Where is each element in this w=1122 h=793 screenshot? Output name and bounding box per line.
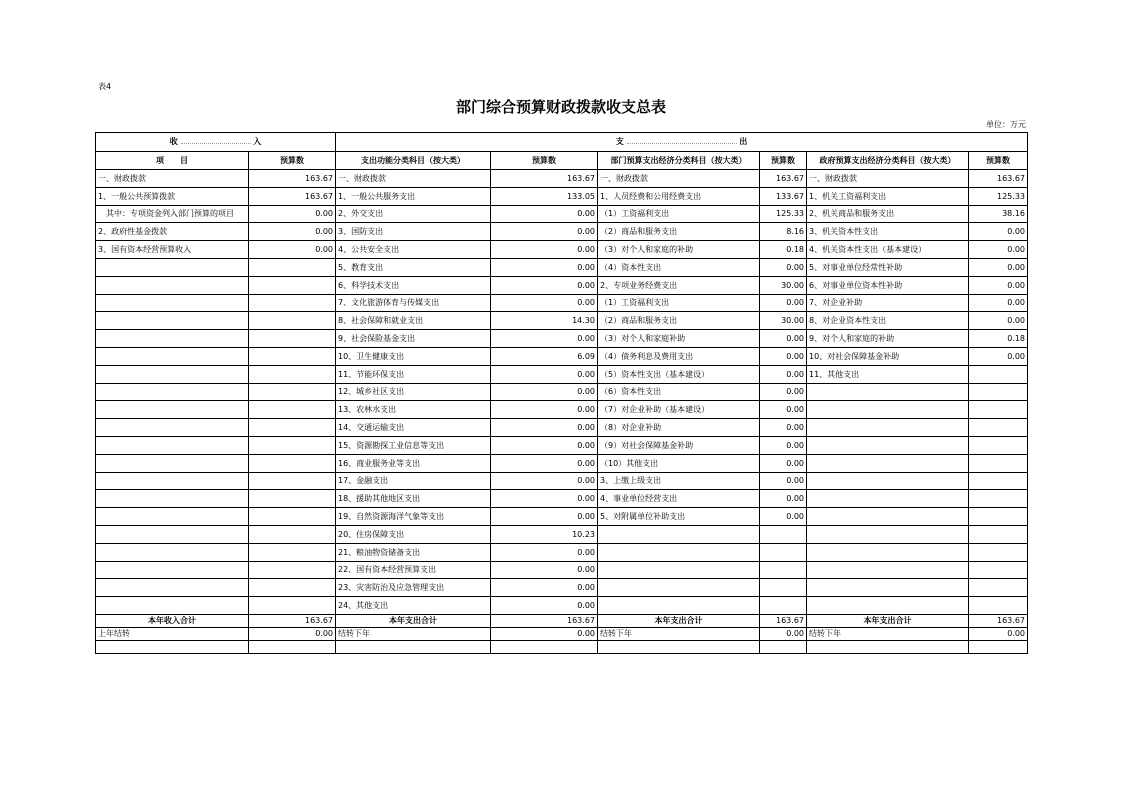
table-number-label: 表4 — [98, 82, 112, 91]
dept-econ-item-cell — [598, 561, 760, 579]
dept-econ-item-cell: 4、事业单位经营支出 — [598, 490, 760, 508]
func-item-cell: 8、社会保障和就业支出 — [336, 312, 491, 330]
prev-carry-label: 上年结转 — [96, 627, 249, 640]
func-item-cell: 5、教育支出 — [336, 258, 491, 276]
dept-econ-item-cell: 1、人员经费和公用经费支出 — [598, 187, 760, 205]
income-budget-cell — [249, 383, 336, 401]
next-carry-value-1: 0.00 — [491, 627, 598, 640]
dept-econ-item-cell: （1）工资福利支出 — [598, 205, 760, 223]
dept-econ-item-cell: （6）资本性支出 — [598, 383, 760, 401]
income-budget-cell — [249, 508, 336, 526]
func-item-cell: 6、科学技术支出 — [336, 276, 491, 294]
gov-econ-budget-cell: 125.33 — [969, 187, 1028, 205]
dept-total-label: 本年支出合计 — [598, 614, 760, 627]
gov-econ-budget-cell — [969, 561, 1028, 579]
table-row — [96, 454, 1028, 472]
func-budget-cell: 0.00 — [491, 276, 598, 294]
col-budget-header-3: 预算数 — [760, 151, 807, 170]
income-budget-cell — [249, 276, 336, 294]
table-row — [96, 294, 1028, 312]
dept-econ-budget-cell: 0.00 — [760, 383, 807, 401]
gov-econ-item-cell: 一、财政拨款 — [807, 170, 969, 188]
income-budget-cell: 163.67 — [249, 170, 336, 188]
income-budget-cell — [249, 561, 336, 579]
gov-total-label: 本年支出合计 — [807, 614, 969, 627]
func-item-cell: 11、节能环保支出 — [336, 365, 491, 383]
gov-econ-budget-cell: 163.67 — [969, 170, 1028, 188]
income-item-cell — [96, 525, 249, 543]
table-row — [96, 187, 1028, 205]
func-budget-cell: 10.23 — [491, 525, 598, 543]
gov-econ-budget-cell: 38.16 — [969, 205, 1028, 223]
table-row — [96, 436, 1028, 454]
func-budget-cell: 0.00 — [491, 543, 598, 561]
table-row — [96, 401, 1028, 419]
next-carry-label-3: 结转下年 — [807, 627, 969, 640]
dept-econ-budget-cell: 133.67 — [760, 187, 807, 205]
gov-econ-item-cell — [807, 525, 969, 543]
dept-econ-budget-cell: 0.00 — [760, 436, 807, 454]
income-item-cell — [96, 347, 249, 365]
income-item-cell — [96, 401, 249, 419]
gov-econ-budget-cell: 0.00 — [969, 294, 1028, 312]
next-carry-value-2: 0.00 — [760, 627, 807, 640]
income-item-cell: 1、一般公共预算拨款 — [96, 187, 249, 205]
blank-cell — [249, 640, 336, 654]
income-budget-cell: 0.00 — [249, 223, 336, 241]
page-title: 部门综合预算财政拨款收支总表 — [455, 98, 666, 116]
income-item-cell — [96, 579, 249, 597]
income-budget-cell — [249, 490, 336, 508]
dept-econ-budget-cell — [760, 543, 807, 561]
income-budget-cell — [249, 294, 336, 312]
dept-econ-budget-cell: 0.00 — [760, 294, 807, 312]
dept-econ-item-cell: （2）商品和服务支出 — [598, 223, 760, 241]
func-item-cell: 19、自然资源海洋气象等支出 — [336, 508, 491, 526]
gov-econ-item-cell — [807, 597, 969, 615]
income-item-cell: 2、政府性基金拨款 — [96, 223, 249, 241]
dept-econ-budget-cell: 0.00 — [760, 419, 807, 437]
table-row — [96, 490, 1028, 508]
gov-econ-budget-cell: 0.18 — [969, 330, 1028, 348]
prev-carry-value: 0.00 — [249, 627, 336, 640]
gov-total-value: 163.67 — [969, 614, 1028, 627]
dept-econ-budget-cell: 8.16 — [760, 223, 807, 241]
gov-econ-budget-cell: 0.00 — [969, 258, 1028, 276]
func-budget-cell: 0.00 — [491, 508, 598, 526]
table-row — [96, 597, 1028, 615]
func-item-cell: 3、国防支出 — [336, 223, 491, 241]
income-item-cell — [96, 597, 249, 615]
income-item-cell — [96, 454, 249, 472]
income-budget-cell — [249, 454, 336, 472]
dept-econ-item-cell — [598, 579, 760, 597]
func-budget-cell: 0.00 — [491, 561, 598, 579]
func-budget-cell: 0.00 — [491, 365, 598, 383]
dept-econ-item-cell — [598, 597, 760, 615]
gov-econ-item-cell: 4、机关资本性支出（基本建设） — [807, 241, 969, 259]
income-budget-cell — [249, 347, 336, 365]
func-budget-cell: 0.00 — [491, 490, 598, 508]
income-title-char2: 入 — [253, 137, 262, 147]
blank-cell — [598, 640, 760, 654]
func-item-cell: 1、一般公共服务支出 — [336, 187, 491, 205]
dept-econ-item-cell: （5）资本性支出（基本建设） — [598, 365, 760, 383]
table-row — [96, 508, 1028, 526]
income-budget-cell: 0.00 — [249, 241, 336, 259]
budget-table — [95, 132, 1028, 654]
income-budget-cell — [249, 330, 336, 348]
table-row — [96, 561, 1028, 579]
income-item-cell — [96, 258, 249, 276]
func-budget-cell: 0.00 — [491, 330, 598, 348]
dept-econ-budget-cell: 0.00 — [760, 401, 807, 419]
column-header-row — [96, 151, 1028, 170]
gov-econ-item-cell — [807, 454, 969, 472]
gov-econ-item-cell: 10、对社会保障基金补助 — [807, 347, 969, 365]
gov-econ-item-cell — [807, 508, 969, 526]
gov-econ-budget-cell — [969, 543, 1028, 561]
dept-econ-item-cell: （3）对个人和家庭补助 — [598, 330, 760, 348]
func-item-cell: 7、文化旅游体育与传媒支出 — [336, 294, 491, 312]
table-row — [96, 579, 1028, 597]
gov-econ-budget-cell — [969, 419, 1028, 437]
dept-econ-item-cell — [598, 525, 760, 543]
gov-econ-budget-cell: 0.00 — [969, 312, 1028, 330]
col-budget-header-2: 预算数 — [491, 151, 598, 170]
income-item-cell — [96, 383, 249, 401]
func-budget-cell: 0.00 — [491, 241, 598, 259]
func-item-cell: 15、资源勘探工业信息等支出 — [336, 436, 491, 454]
func-item-cell: 21、粮油物资储备支出 — [336, 543, 491, 561]
income-item-cell: 其中：专项资金列入部门预算的项目 — [96, 205, 249, 223]
dept-econ-budget-cell: 0.00 — [760, 508, 807, 526]
col-budget-header-1: 预算数 — [249, 151, 336, 170]
gov-econ-budget-cell — [969, 508, 1028, 526]
gov-econ-item-cell: 11、其他支出 — [807, 365, 969, 383]
dept-econ-budget-cell: 0.00 — [760, 365, 807, 383]
dept-econ-budget-cell: 163.67 — [760, 170, 807, 188]
carry-row — [96, 627, 1028, 640]
next-carry-value-3: 0.00 — [969, 627, 1028, 640]
table-row — [96, 347, 1028, 365]
income-total-label: 本年收入合计 — [96, 614, 249, 627]
func-budget-cell: 0.00 — [491, 294, 598, 312]
next-carry-label-1: 结转下年 — [336, 627, 491, 640]
totals-row — [96, 614, 1028, 627]
col-dept-econ-header: 部门预算支出经济分类科目（按大类） — [598, 151, 760, 170]
table-row — [96, 365, 1028, 383]
func-budget-cell: 0.00 — [491, 223, 598, 241]
blank-cell — [760, 640, 807, 654]
func-item-cell: 14、交通运输支出 — [336, 419, 491, 437]
gov-econ-budget-cell: 0.00 — [969, 241, 1028, 259]
table-row — [96, 205, 1028, 223]
income-section-header — [96, 133, 336, 152]
gov-econ-budget-cell — [969, 454, 1028, 472]
func-budget-cell: 0.00 — [491, 401, 598, 419]
income-budget-cell — [249, 419, 336, 437]
dept-econ-item-cell — [598, 543, 760, 561]
func-item-cell: 22、国有资本经营预算支出 — [336, 561, 491, 579]
dept-econ-item-cell: （9）对社会保障基金补助 — [598, 436, 760, 454]
table-row — [96, 543, 1028, 561]
func-total-label: 本年支出合计 — [336, 614, 491, 627]
income-budget-cell — [249, 543, 336, 561]
dept-econ-item-cell: （4）资本性支出 — [598, 258, 760, 276]
gov-econ-budget-cell — [969, 579, 1028, 597]
gov-econ-budget-cell — [969, 525, 1028, 543]
income-budget-cell — [249, 525, 336, 543]
income-item-cell — [96, 294, 249, 312]
gov-econ-item-cell: 8、对企业资本性支出 — [807, 312, 969, 330]
func-item-cell: 20、住房保障支出 — [336, 525, 491, 543]
func-budget-cell: 163.67 — [491, 170, 598, 188]
dept-econ-budget-cell: 0.18 — [760, 241, 807, 259]
dept-econ-budget-cell: 125.33 — [760, 205, 807, 223]
income-budget-cell: 0.00 — [249, 205, 336, 223]
income-budget-cell — [249, 597, 336, 615]
income-item-cell — [96, 543, 249, 561]
gov-econ-item-cell — [807, 383, 969, 401]
gov-econ-budget-cell — [969, 472, 1028, 490]
gov-econ-item-cell: 7、对企业补助 — [807, 294, 969, 312]
gov-econ-item-cell — [807, 561, 969, 579]
dept-econ-budget-cell: 0.00 — [760, 472, 807, 490]
table-row — [96, 258, 1028, 276]
col-gov-econ-header: 政府预算支出经济分类科目（按大类） — [807, 151, 969, 170]
table-row — [96, 419, 1028, 437]
dept-econ-budget-cell: 0.00 — [760, 454, 807, 472]
expense-title-char1: 支 — [615, 137, 624, 147]
dept-econ-item-cell: （8）对企业补助 — [598, 419, 760, 437]
dept-total-value: 163.67 — [760, 614, 807, 627]
income-item-cell: 3、国有资本经营预算收入 — [96, 241, 249, 259]
func-budget-cell: 0.00 — [491, 383, 598, 401]
dept-econ-budget-cell: 30.00 — [760, 276, 807, 294]
col-item-header: 项 目 — [96, 151, 249, 170]
income-item-cell — [96, 276, 249, 294]
gov-econ-item-cell — [807, 579, 969, 597]
dept-econ-budget-cell — [760, 561, 807, 579]
table-row — [96, 472, 1028, 490]
income-item-cell — [96, 561, 249, 579]
blank-row — [96, 640, 1028, 654]
func-item-cell: 一、财政拨款 — [336, 170, 491, 188]
func-item-cell: 12、城乡社区支出 — [336, 383, 491, 401]
unit-label: 单位：万元 — [986, 120, 1026, 129]
func-item-cell: 4、公共安全支出 — [336, 241, 491, 259]
income-budget-cell — [249, 401, 336, 419]
func-item-cell: 16、商业服务业等支出 — [336, 454, 491, 472]
table-row — [96, 223, 1028, 241]
dept-econ-item-cell: （7）对企业补助（基本建设） — [598, 401, 760, 419]
gov-econ-item-cell: 9、对个人和家庭的补助 — [807, 330, 969, 348]
gov-econ-item-cell — [807, 490, 969, 508]
gov-econ-item-cell: 3、机关资本性支出 — [807, 223, 969, 241]
gov-econ-budget-cell: 0.00 — [969, 223, 1028, 241]
dept-econ-item-cell: 3、上缴上级支出 — [598, 472, 760, 490]
func-budget-cell: 0.00 — [491, 454, 598, 472]
table-row — [96, 383, 1028, 401]
func-budget-cell: 0.00 — [491, 436, 598, 454]
blank-cell — [336, 640, 491, 654]
func-budget-cell: 6.09 — [491, 347, 598, 365]
gov-econ-item-cell — [807, 436, 969, 454]
gov-econ-item-cell — [807, 472, 969, 490]
dept-econ-budget-cell — [760, 579, 807, 597]
gov-econ-item-cell — [807, 401, 969, 419]
dept-econ-budget-cell — [760, 525, 807, 543]
func-item-cell: 2、外交支出 — [336, 205, 491, 223]
income-item-cell — [96, 365, 249, 383]
func-item-cell: 24、其他支出 — [336, 597, 491, 615]
dept-econ-budget-cell: 0.00 — [760, 258, 807, 276]
gov-econ-budget-cell — [969, 436, 1028, 454]
dept-econ-budget-cell: 0.00 — [760, 347, 807, 365]
func-budget-cell: 0.00 — [491, 419, 598, 437]
func-budget-cell: 14.30 — [491, 312, 598, 330]
func-budget-cell: 133.05 — [491, 187, 598, 205]
income-budget-cell — [249, 579, 336, 597]
dept-econ-item-cell: 一、财政拨款 — [598, 170, 760, 188]
func-budget-cell: 0.00 — [491, 258, 598, 276]
dept-econ-item-cell: （2）商品和服务支出 — [598, 312, 760, 330]
func-item-cell: 23、灾害防治及应急管理支出 — [336, 579, 491, 597]
gov-econ-budget-cell — [969, 401, 1028, 419]
table-row — [96, 525, 1028, 543]
blank-cell — [969, 640, 1028, 654]
gov-econ-item-cell: 2、机关商品和服务支出 — [807, 205, 969, 223]
func-item-cell: 17、金融支出 — [336, 472, 491, 490]
income-total-value: 163.67 — [249, 614, 336, 627]
income-budget-cell — [249, 365, 336, 383]
table-row — [96, 276, 1028, 294]
income-item-cell — [96, 436, 249, 454]
gov-econ-item-cell: 1、机关工资福利支出 — [807, 187, 969, 205]
dept-econ-item-cell: （3）对个人和家庭的补助 — [598, 241, 760, 259]
table-row — [96, 241, 1028, 259]
gov-econ-budget-cell: 0.00 — [969, 347, 1028, 365]
func-item-cell: 10、卫生健康支出 — [336, 347, 491, 365]
col-budget-header-4: 预算数 — [969, 151, 1028, 170]
blank-cell — [491, 640, 598, 654]
func-budget-cell: 0.00 — [491, 579, 598, 597]
dept-econ-budget-cell — [760, 597, 807, 615]
income-budget-cell — [249, 258, 336, 276]
income-item-cell — [96, 490, 249, 508]
gov-econ-item-cell — [807, 543, 969, 561]
gov-econ-budget-cell — [969, 490, 1028, 508]
income-budget-cell — [249, 472, 336, 490]
income-budget-cell — [249, 436, 336, 454]
func-item-cell: 18、援助其他地区支出 — [336, 490, 491, 508]
func-item-cell: 13、农林水支出 — [336, 401, 491, 419]
blank-cell — [96, 640, 249, 654]
table-row — [96, 330, 1028, 348]
gov-econ-budget-cell: 0.00 — [969, 276, 1028, 294]
income-title-char1: 收 — [169, 137, 178, 147]
gov-econ-budget-cell — [969, 383, 1028, 401]
income-item-cell — [96, 312, 249, 330]
income-budget-cell — [249, 312, 336, 330]
dept-econ-budget-cell: 30.00 — [760, 312, 807, 330]
gov-econ-item-cell: 6、对事业单位资本性补助 — [807, 276, 969, 294]
dept-econ-item-cell: （4）债务利息及费用支出 — [598, 347, 760, 365]
section-header-row — [96, 133, 1028, 152]
gov-econ-budget-cell — [969, 597, 1028, 615]
func-budget-cell: 0.00 — [491, 597, 598, 615]
dept-econ-item-cell: （10）其他支出 — [598, 454, 760, 472]
func-total-value: 163.67 — [491, 614, 598, 627]
income-item-cell: 一、财政拨款 — [96, 170, 249, 188]
income-item-cell — [96, 419, 249, 437]
income-item-cell — [96, 472, 249, 490]
expense-section-header — [336, 133, 1028, 152]
dept-econ-budget-cell: 0.00 — [760, 490, 807, 508]
gov-econ-item-cell — [807, 419, 969, 437]
dept-econ-budget-cell: 0.00 — [760, 330, 807, 348]
blank-cell — [807, 640, 969, 654]
func-item-cell: 9、社会保险基金支出 — [336, 330, 491, 348]
func-budget-cell: 0.00 — [491, 205, 598, 223]
income-budget-cell: 163.67 — [249, 187, 336, 205]
table-row — [96, 170, 1028, 188]
table-row — [96, 312, 1028, 330]
dept-econ-item-cell: 5、对附属单位补助支出 — [598, 508, 760, 526]
income-item-cell — [96, 508, 249, 526]
col-func-header: 支出功能分类科目（按大类） — [336, 151, 491, 170]
gov-econ-budget-cell — [969, 365, 1028, 383]
gov-econ-item-cell: 5、对事业单位经常性补助 — [807, 258, 969, 276]
income-item-cell — [96, 330, 249, 348]
next-carry-label-2: 结转下年 — [598, 627, 760, 640]
expense-title-char2: 出 — [739, 137, 748, 147]
dept-econ-item-cell: 2、专项业务经费支出 — [598, 276, 760, 294]
func-budget-cell: 0.00 — [491, 472, 598, 490]
dept-econ-item-cell: （1）工资福利支出 — [598, 294, 760, 312]
